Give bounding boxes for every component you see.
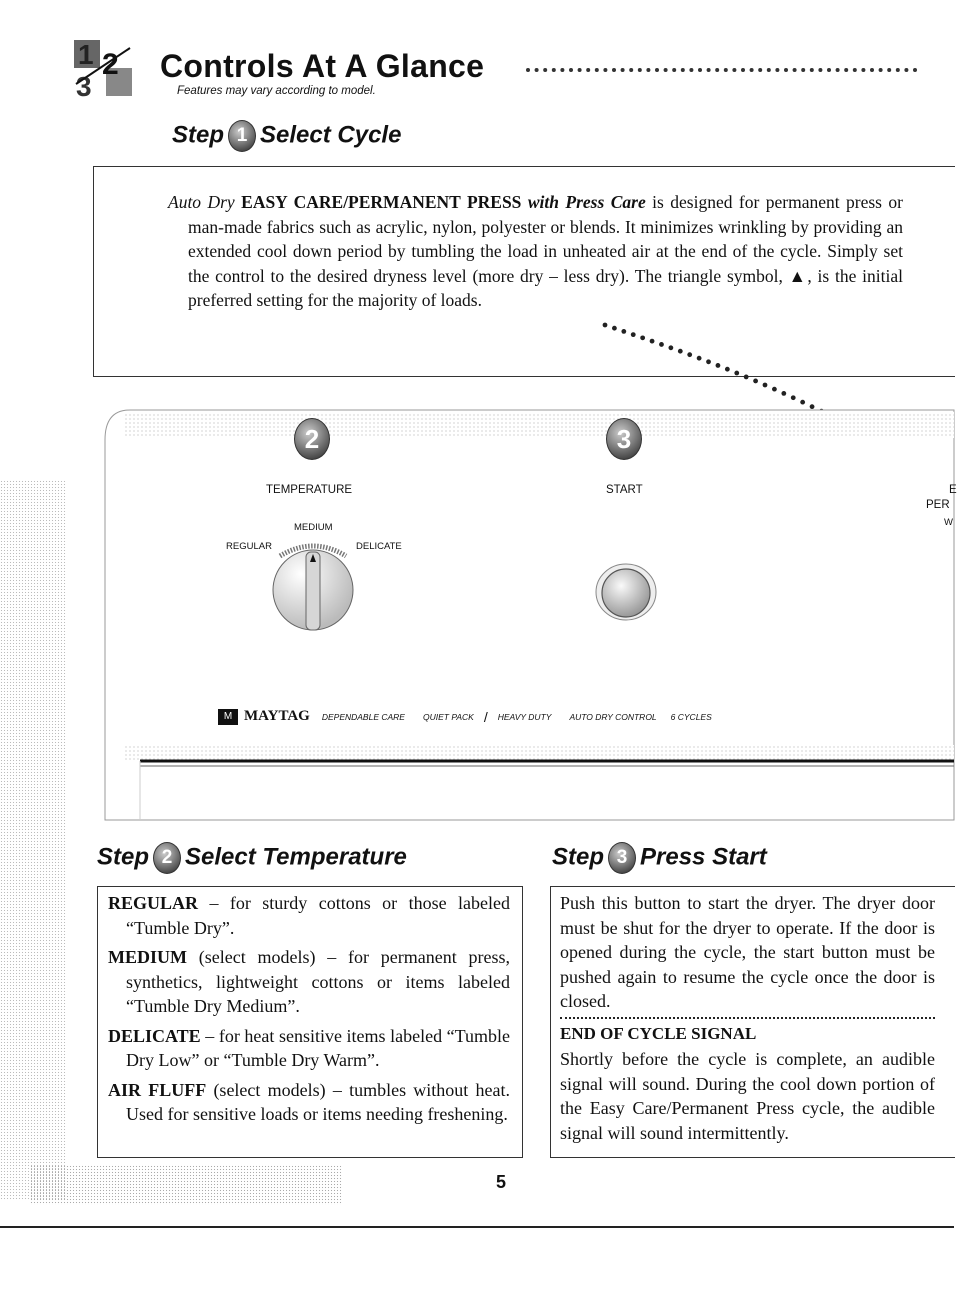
leader-dot [621, 68, 625, 72]
leader-dot [810, 68, 814, 72]
callout-dot [734, 371, 739, 376]
sidebar-pattern [0, 480, 66, 1200]
leader-dot [750, 68, 754, 72]
step1-title: Select Cycle [260, 121, 402, 149]
callout-dot [603, 323, 608, 328]
start-label: START [606, 484, 643, 496]
temperature-settings-box [97, 886, 523, 1158]
leader-dot [698, 68, 702, 72]
leader-dot [715, 68, 719, 72]
temperature-item [108, 1078, 510, 1127]
page-subtitle: Features may vary according to model. [177, 85, 376, 97]
leader-dot [655, 68, 659, 72]
callout-dot [716, 363, 721, 368]
leader-dot [818, 68, 822, 72]
feature-4: AUTO DRY CONTROL [569, 711, 657, 722]
footer-pattern [30, 1165, 342, 1205]
page-number: 5 [496, 1172, 507, 1192]
leader-dot [741, 68, 745, 72]
step1-body-text: is designed for permanent press or man-made fabrics such as acrylic, nylon, polyester or blends. It minimizes wrinkling by providing an extended cool down period by tumbling the load in unheated air at the end of the cycle. Simply set the control to the desired dryness level (more dry – less dry). The triangle symbol, ▲, is the initial preferred setting for the majority of loads. [188, 192, 904, 310]
step3-heading [552, 842, 767, 874]
step1-description [168, 190, 903, 313]
leader-dot [870, 68, 874, 72]
dryer-control-panel [105, 410, 954, 820]
callout-dot [706, 359, 711, 364]
temperature-item [108, 945, 510, 1019]
temperature-knob[interactable] [268, 538, 358, 633]
temperature-term: AIR FLUFF [108, 1079, 207, 1100]
leader-dot [861, 68, 865, 72]
callout-dot [791, 395, 796, 400]
leader-dot [913, 68, 917, 72]
leader-dot [578, 68, 582, 72]
callout-dot [772, 387, 777, 392]
leader-dot [535, 68, 539, 72]
callout-dot [697, 356, 702, 361]
auto-dry-label: Auto Dry [168, 192, 235, 212]
leader-dot [586, 68, 590, 72]
step2-number-badge: 2 [153, 842, 181, 874]
bottom-rule [0, 1226, 954, 1228]
leader-dot [638, 68, 642, 72]
temperature-desc: (select models) – tumbles without heat. Used for sensitive loads or items needing freshening. [126, 1079, 510, 1124]
medium-setting-label: MEDIUM [294, 522, 333, 533]
brand-name: MAYTAG [244, 708, 310, 724]
temperature-label: TEMPERATURE [266, 484, 353, 496]
callout-dot [744, 375, 749, 380]
delicate-setting-label: DELICATE [356, 541, 402, 552]
press-start-box [550, 886, 955, 1158]
leader-dot [732, 68, 736, 72]
feature-2: QUIET PACK [422, 711, 474, 722]
step2-title: Select Temperature [185, 843, 407, 871]
leader-dot [569, 68, 573, 72]
leader-dot [612, 68, 616, 72]
step3-word: Step [552, 843, 605, 871]
temperature-term: DELICATE [108, 1025, 201, 1046]
start-button[interactable] [592, 562, 660, 626]
edge-label-3: W [944, 517, 953, 528]
leader-dot [664, 68, 668, 72]
edge-label-2: PER [926, 499, 950, 511]
page-title: Controls At A Glance [160, 48, 485, 84]
leader-dot [629, 68, 633, 72]
callout-dot [659, 342, 664, 347]
callout-dot [612, 326, 617, 331]
callout-dot [800, 400, 805, 405]
leader-dot [681, 68, 685, 72]
leader-dot [646, 68, 650, 72]
temperature-desc: – for heat sensitive items labeled “Tumble Dry Low” or “Tumble Dry Warm”. [126, 1025, 510, 1070]
numbers-logo-icon [72, 38, 134, 100]
temperature-item [108, 891, 510, 940]
leader-dot [707, 68, 711, 72]
leader-dot [784, 68, 788, 72]
edge-label-1: E [949, 484, 957, 496]
feature-1: DEPENDABLE CARE [321, 711, 405, 722]
leader-dot [836, 68, 840, 72]
step1-number-badge: 1 [228, 120, 256, 152]
leader-dot [896, 68, 900, 72]
leader-dot [552, 68, 556, 72]
signal-divider [560, 1017, 935, 1019]
callout-dot [781, 391, 786, 396]
temperature-desc: (select models) – for permanent press, synthetics, lightweight cottons or items labeled “Tumble Dry Medium”. [126, 947, 510, 1016]
title-leader-dots [524, 66, 916, 74]
callout-dot [678, 349, 683, 354]
step2-heading [97, 842, 407, 874]
leader-dot [827, 68, 831, 72]
maytag-logo-icon: M [218, 709, 238, 725]
leader-dot [543, 68, 547, 72]
leader-dot [844, 68, 848, 72]
callout-dot [753, 379, 758, 384]
callout-dot [687, 352, 692, 357]
brand-line [218, 708, 712, 725]
leader-dot [595, 68, 599, 72]
callout-dot [631, 332, 636, 337]
feature-5: 6 CYCLES [670, 711, 712, 722]
leader-dot [793, 68, 797, 72]
temperature-item [108, 1024, 510, 1073]
callout-dot [640, 335, 645, 340]
leader-dot [672, 68, 676, 72]
callout-dot [810, 404, 815, 409]
leader-dot [526, 68, 530, 72]
temperature-desc: – for sturdy cottons or those labeled “Tumble Dry”. [126, 893, 510, 938]
regular-setting-label: REGULAR [226, 541, 272, 552]
callout-dot [668, 345, 673, 350]
end-of-cycle-heading: END OF CYCLE SIGNAL [560, 1024, 757, 1043]
svg-text:1: 1 [78, 39, 94, 70]
feature-separator: / [483, 708, 488, 725]
end-of-cycle-text: Shortly before the cycle is complete, an audible signal will sound. During the cool down portion of the Easy Care/Permanent Press cycle, the audible signal will sound intermittently. [560, 1049, 935, 1143]
step3-title: Press Start [640, 843, 767, 871]
leader-dot [758, 68, 762, 72]
feature-3: HEAVY DUTY [497, 711, 552, 722]
leader-dot [560, 68, 564, 72]
temperature-term: MEDIUM [108, 947, 187, 967]
cycle-name: EASY CARE/PERMANENT PRESS [241, 192, 522, 212]
leader-dot [689, 68, 693, 72]
leader-dot [887, 68, 891, 72]
step2-word: Step [97, 843, 150, 871]
step1-heading [172, 120, 401, 152]
leader-dot [853, 68, 857, 72]
panel-badge-2: 2 [294, 418, 330, 460]
leader-dot [904, 68, 908, 72]
step1-word: Step [172, 121, 225, 149]
callout-dot [763, 383, 768, 388]
panel-badge-3: 3 [606, 418, 642, 460]
callout-dot [650, 339, 655, 344]
temperature-term: REGULAR [108, 893, 199, 913]
callout-dot [725, 367, 730, 372]
step3-number-badge: 3 [608, 842, 636, 874]
press-start-text: Push this button to start the dryer. The dryer door must be shut for the dryer to operate. If the door is opened during the cycle, the start button must be pushed again to resume the cycle once the door is closed. [560, 893, 935, 1011]
leader-dot [879, 68, 883, 72]
leader-dot [767, 68, 771, 72]
leader-dot [724, 68, 728, 72]
svg-text:2: 2 [102, 48, 119, 81]
leader-dot [775, 68, 779, 72]
leader-dot [603, 68, 607, 72]
temperature-settings-list [108, 891, 510, 1132]
press-care-label: with Press Care [527, 192, 646, 212]
callout-dot [621, 329, 626, 334]
svg-text:3: 3 [76, 71, 92, 102]
leader-dot [801, 68, 805, 72]
